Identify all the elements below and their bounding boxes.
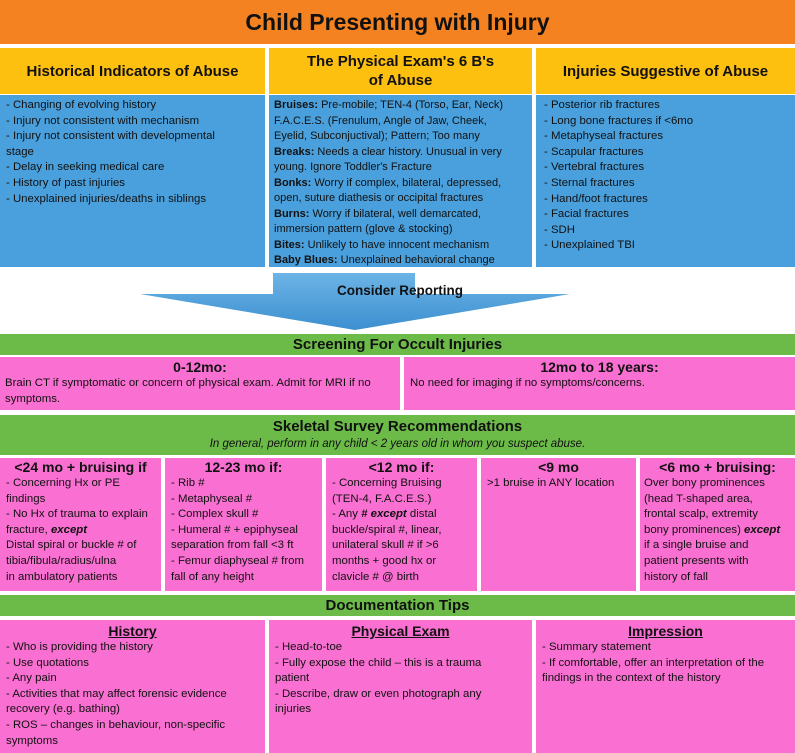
list-item: recovery (e.g. bathing)	[6, 703, 120, 716]
list-item: >1 bruise in ANY location	[487, 477, 615, 489]
bonks-label: Bonks:	[274, 176, 312, 189]
list-item: fracture,	[6, 523, 51, 536]
skeletal-survey-title: Skeletal Survey Recommendations	[272, 418, 523, 435]
list-item: if a single bruise and	[644, 539, 749, 552]
list-item: - Injury not consistent with mechanism	[6, 114, 200, 127]
list-item: - Activities that may affect forensic evidence	[6, 687, 227, 700]
physical-exam-header	[269, 48, 532, 94]
baby-blues-label: Baby Blues:	[274, 254, 338, 266]
historical-header: Historical Indicators of Abuse	[0, 48, 265, 94]
doc-physical-exam-title: Physical Exam	[351, 623, 450, 639]
skeletal-under-9mo-box	[481, 458, 636, 591]
screening-12mo-18y-text: No need for imaging if no symptoms/concerns.	[410, 377, 645, 389]
list-item: patient	[275, 672, 310, 685]
12-23mo-title: 12-23 mo if:	[204, 459, 283, 475]
list-item: injuries	[275, 703, 312, 716]
physical-exam-header-line1: The Physical Exam's 6 B's	[306, 53, 495, 70]
list-item: - Facial fractures	[544, 208, 629, 221]
injuries-list	[536, 95, 795, 267]
breaks-text: Needs a clear history. Unusual in very	[314, 145, 502, 158]
skeletal-survey-header	[0, 415, 795, 455]
list-item: - Any pain	[6, 672, 57, 685]
list-item: - Long bone fractures if <6mo	[544, 114, 694, 127]
screening-0-12mo-text: symptoms.	[5, 392, 61, 405]
list-item: bony prominences)	[644, 523, 745, 536]
list-item: findings	[6, 492, 46, 505]
list-item: stage	[6, 145, 34, 158]
skeletal-survey-subtitle: In general, perform in any child < 2 years old in whom you suspect abuse.	[209, 438, 586, 450]
list-item: symptoms	[6, 734, 58, 747]
list-item: - Humeral # + epiphyseal	[171, 523, 298, 536]
list-item: - Complex skull #	[171, 508, 259, 521]
skeletal-under-6mo-box	[640, 458, 795, 591]
baby-blues-text: Unexplained behavioral change	[337, 254, 495, 266]
screening-0-12mo-title: 0-12mo:	[173, 359, 227, 375]
bruises-label: Bruises:	[274, 99, 319, 111]
list-item: - Changing of evolving history	[6, 99, 157, 111]
burns-text: immersion pattern (glove & stocking)	[274, 223, 453, 235]
doc-history-box	[0, 620, 265, 753]
under-24mo-title: <24 mo + bruising if	[14, 459, 147, 475]
screening-12mo-18y-box	[404, 357, 795, 410]
list-item: - If comfortable, offer an interpretation of the	[542, 656, 765, 669]
screening-12mo-18y-title: 12mo to 18 years:	[540, 359, 659, 375]
list-item: - Injury not consistent with developmental	[6, 130, 215, 143]
list-item: - Head-to-toe	[275, 641, 343, 653]
except-emphasis: # except	[361, 508, 407, 521]
list-item: Distal spiral or buckle # of	[6, 539, 137, 552]
screening-0-12mo-text: Brain CT if symptomatic or concern of physical exam. Admit for MRI if no	[5, 377, 371, 389]
except-emphasis: except	[744, 523, 781, 536]
burns-label: Burns:	[274, 207, 310, 220]
list-item: months + good hx or	[332, 554, 437, 567]
skeletal-under-12mo-box	[326, 458, 477, 591]
list-item: - Concerning Hx or PE	[6, 477, 120, 489]
list-item: - Use quotations	[6, 656, 89, 669]
screening-title: Screening For Occult Injuries	[0, 334, 795, 355]
down-arrow-icon	[140, 273, 570, 330]
list-item: separation from fall <3 ft	[171, 539, 294, 552]
bonks-text: Worry if complex, bilateral, depressed,	[311, 176, 502, 189]
list-item: patient presents with	[644, 554, 749, 567]
list-item: - Concerning Bruising	[332, 477, 442, 489]
screening-0-12mo-box	[0, 357, 400, 410]
list-item: (head T-shaped area,	[644, 492, 753, 505]
list-item: - No Hx of trauma to explain	[6, 508, 148, 521]
list-item: - SDH	[544, 223, 576, 236]
bites-text: Unlikely to have innocent mechanism	[304, 238, 490, 251]
skeletal-under-24mo-box	[0, 458, 161, 591]
list-item: - History of past injuries	[6, 176, 126, 189]
list-item: history of fall	[644, 570, 708, 583]
historical-indicators-list	[0, 95, 265, 267]
under-12mo-title: <12 mo if:	[368, 459, 435, 475]
list-item: - Metaphyseal fractures	[544, 130, 664, 143]
six-bs-list	[269, 95, 532, 267]
bites-label: Bites:	[274, 238, 305, 251]
bonks-text: open, suture diathesis or occipital fractures	[274, 192, 484, 204]
list-item: - Summary statement	[542, 641, 651, 653]
injuries-header: Injuries Suggestive of Abuse	[536, 48, 795, 94]
list-item: tibia/fibula/radius/ulna	[6, 554, 117, 567]
list-item: - Fully expose the child – this is a trauma	[275, 656, 482, 669]
list-item: - Scapular fractures	[544, 145, 644, 158]
under-6mo-title: <6 mo + bruising:	[659, 459, 776, 475]
under-9mo-title: <9 mo	[538, 459, 579, 475]
list-item: - Delay in seeking medical care	[6, 161, 165, 174]
list-item: - Hand/foot fractures	[544, 192, 648, 205]
physical-exam-header-line2: of Abuse	[368, 72, 433, 89]
bruises-text: Pre-mobile; TEN-4 (Torso, Ear, Neck)	[318, 99, 504, 111]
list-item: (TEN-4, F.A.C.E.S.)	[332, 492, 432, 505]
list-item: frontal scalp, extremity	[644, 508, 758, 521]
list-item: unilateral skull # if >6	[332, 539, 439, 552]
list-item: - Sternal fractures	[544, 176, 635, 189]
list-item: clavicle # @ birth	[332, 570, 419, 583]
list-item: - Posterior rib fractures	[544, 99, 660, 111]
breaks-label: Breaks:	[274, 145, 315, 158]
list-item: - Any	[332, 508, 362, 521]
page-title: Child Presenting with Injury	[0, 0, 795, 44]
list-item: - Unexplained TBI	[544, 239, 635, 252]
list-item: - Femur diaphyseal # from	[171, 554, 304, 567]
doc-physical-exam-box	[269, 620, 532, 753]
list-item: in ambulatory patients	[6, 570, 118, 583]
breaks-text: young. Ignore Toddler's Fracture	[274, 161, 432, 173]
list-item: - Vertebral fractures	[544, 161, 645, 174]
bruises-text: Eyelid, Subconjuctival); Pattern; Too many	[274, 130, 480, 142]
doc-history-title: History	[108, 623, 157, 639]
list-item: Over bony prominences	[644, 477, 765, 489]
list-item: - ROS – changes in behaviour, non-specific	[6, 718, 226, 731]
list-item: - Unexplained injuries/deaths in siblings	[6, 192, 207, 205]
burns-text: Worry if bilateral, well demarcated,	[309, 207, 482, 220]
doc-impression-box	[536, 620, 795, 753]
list-item: - Describe, draw or even photograph any	[275, 687, 482, 700]
list-item: fall of any height	[171, 570, 254, 583]
except-emphasis: except	[50, 523, 88, 536]
list-item: - Rib #	[171, 477, 205, 489]
doc-impression-title: Impression	[628, 623, 703, 639]
documentation-title: Documentation Tips	[0, 595, 795, 616]
skeletal-12-23mo-box	[165, 458, 322, 591]
list-item: findings in the context of the history	[542, 672, 721, 685]
bruises-text: F.A.C.E.S. (Frenulum, Angle of Jaw, Cheek,	[274, 114, 487, 127]
list-item: buckle/spiral #, linear,	[332, 523, 442, 536]
list-item: - Metaphyseal #	[171, 492, 253, 505]
list-item: distal	[406, 508, 437, 521]
list-item: - Who is providing the history	[6, 641, 153, 653]
consider-reporting-label: Consider Reporting	[336, 283, 463, 298]
